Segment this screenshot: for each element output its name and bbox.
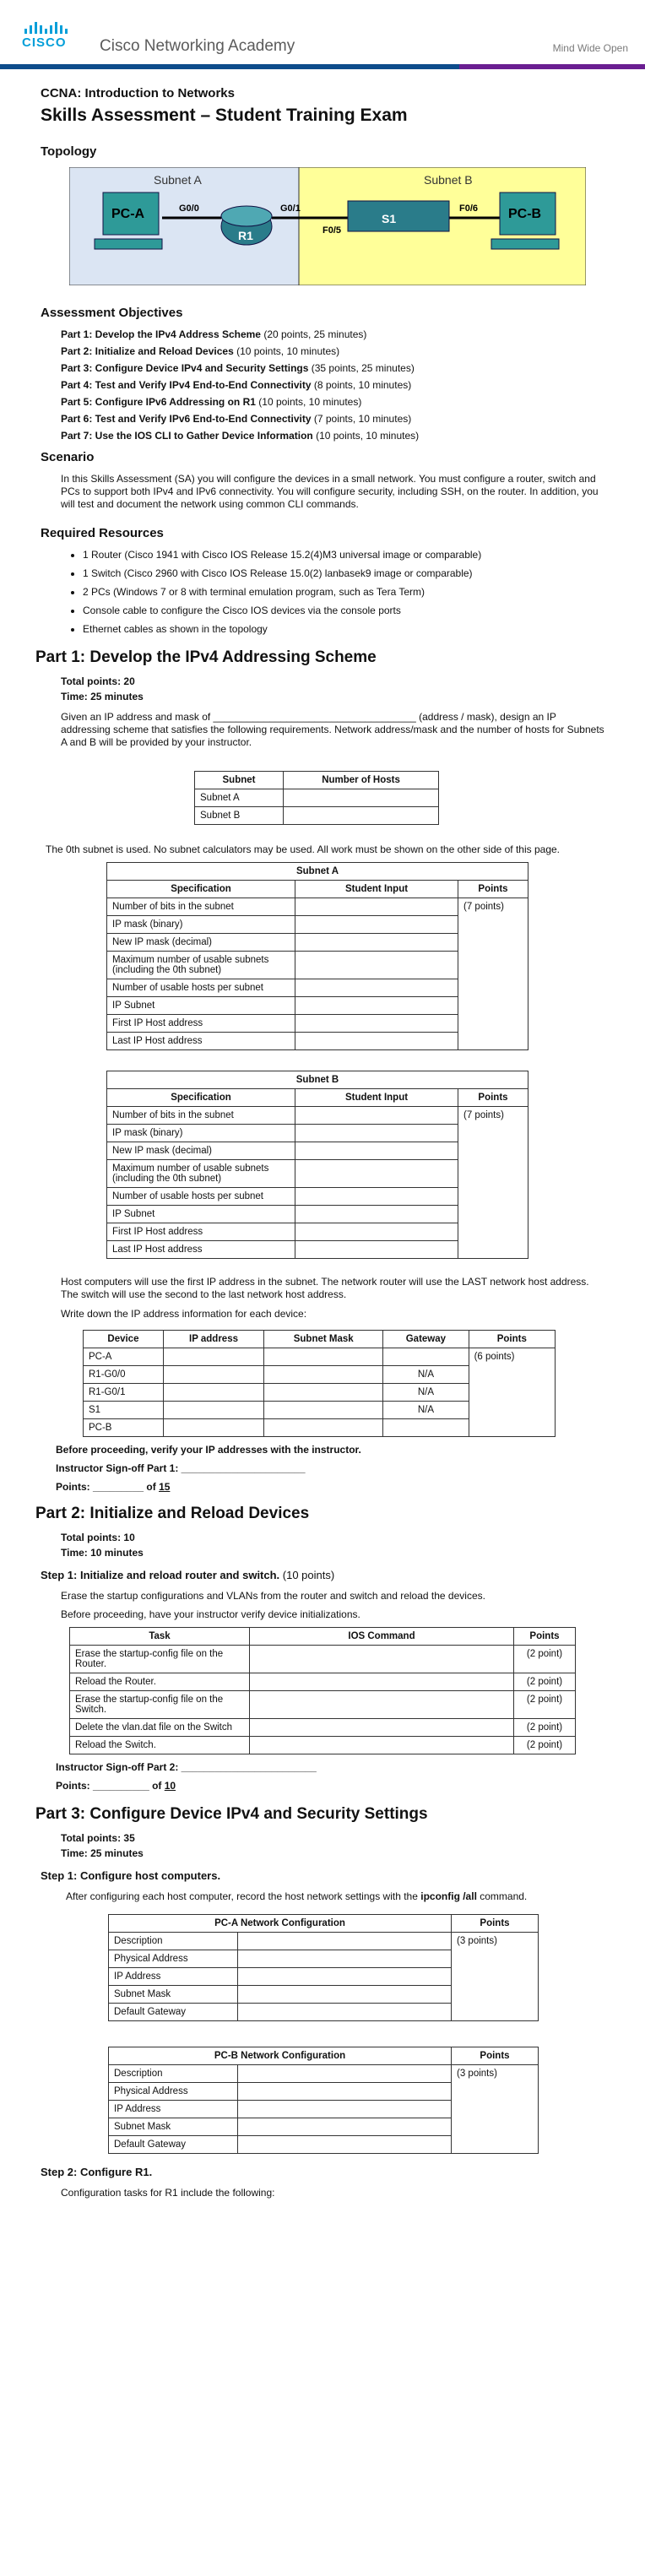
part1-time: Time: 25 minutes (61, 691, 144, 702)
resource-item: • 2 PCs (Windows 7 or 8 with terminal emulation program, such as Tera Term) (83, 586, 608, 598)
before-text: Before proceeding, have your instructor verify device initializations. (61, 1608, 360, 1620)
part2-heading: Part 2: Initialize and Reload Devices (35, 1505, 310, 1522)
task-row: Erase the startup-config file on the Switch. (2 point) (70, 1691, 576, 1719)
part1-points-label: Points: _________ of (56, 1481, 160, 1493)
part3-total: Total points: 35 (61, 1832, 135, 1844)
student-input[interactable] (295, 916, 458, 934)
mask-input[interactable] (264, 1366, 383, 1384)
subnet-a-label: Subnet A (154, 173, 202, 187)
hosts-table: Subnet Number of Hosts Subnet A Subnet B (194, 771, 439, 825)
config-input[interactable] (238, 2136, 452, 2154)
scenario-heading: Scenario (41, 450, 95, 464)
spec-row: First IP Host address (107, 1223, 528, 1241)
spec-row: New IP mask (decimal) (107, 934, 528, 952)
config-row: IP Address (109, 2101, 539, 2118)
student-input[interactable] (295, 1188, 458, 1206)
router-icon (221, 206, 272, 245)
student-input[interactable] (295, 1015, 458, 1033)
objectives-heading: Assessment Objectives (41, 306, 183, 320)
document-body: CCNA: Introduction to Networks Skills Assessment – Student Training Exam Topology Subnet A Subnet B PC-A R1 S1 PC-B G0/0 G0/1 F0/5 F0/6 Assessment Objectives Part 1: Develop the IPv4 Address Scheme (20 points, 25 minutes) Part 2: Initialize and Reload Devices (10 points, 10 minutes) Part 3: Configure Device IPv4 and Security Settings (35 points, 25 minutes) Part 4: Test and Verify IPv4 End-to-End Connectivity (8 points, 10 minutes) Part 5: Configure IPv6 Addressing on R1 (10 points, 10 minutes) Part 6: Test and Verify IPv6 End-to-End Connectivity (7 points, 10 minutes) Part 7: Use the IOS CLI to Gather Device Information (10 points, 10 minutes) Scenario In this Skills Assessment (SA) you will configure the devices in a small network. You must configure a router, switch and PCs to support both IPv4 and IPv6 connectivity. You will configure security, including SSH, on the router. In addition, you will test and document the network using common CLI commands. Required Resources • 1 Router (Cisco 1941 with Cisco IOS Release 15.2(4)M3 universal image or comparable) • 1 Switch (Cisco 2960 with Cisco IOS Release 15.0(2) lanbasek9 image or comparable) • 2 PCs (Windows 7 or 8 with terminal emulation program, such as Tera Term) • Console cable to configure the Cisco IOS devices via the console ports • Ethernet cables as shown in the topology Part 1: Develop the IPv4 Addressing Scheme Total points: 20 Time: 25 minutes Given an IP address and mask of ____________________________________ (address / mask), design an IP addressing scheme that satisfies the following requirements. Network address/mask and the number of hosts for Subnets A and B will be provided by your instructor. Subnet Number of Hosts Subnet A Subnet B The 0th subnet is used. No subnet calculators may be used. All work must be shown on the other side of this page. Subnet A Specification Student Input Points Number of bits in the subnet (7 points) IP mask (binary) New IP mask (decimal) Maximum number of usable subnets (including the 0th subnet) Number of usable hosts per subnet IP Subnet First IP Host address Last IP Host address Subnet B Specification Student Input Points Number of bits in the subnet (7 points) IP mask (binary) New IP mask (decimal) Maximum number of usable subnets (including the 0th subnet) Number of usable hosts per subnet IP Subnet First IP Host address Last IP Host address Host computers will use the first IP address in the subnet. The network router will use the LAST network host address. The switch will use the second to the last network host address. Write down the IP address information for each device: Device IP address Subnet Mask Gateway Points PC-A (6 points) R1-G0/0 N/A R1-G0/1 N/A S1 N/A PC-B Before proceeding, verify your IP addresses with the instructor. Instructor Sign-off Part 1: ______________________ Points: _________ of 15 Part 2: Initialize and Reload Devices Total points: 10 Time: 10 minutes Step 1: Initialize and reload router and switch. (10 points) Erase the startup configurations and VLANs from the router and switch and reload the devices. Before proceeding, have your instructor verify device initializations. Task IOS Command Points Erase the startup-config file on the Router. (2 point) Reload the Router. (2 point) Erase the startup-config file on the Switch. (2 point) Delete the vlan.dat file on the Switch (2 point) Reload the Switch. (2 point) Instructor Sign-off Part 2: ________________________ Points: __________ of 10 Part 3: Configure Device IPv4 and Security Settings Total points: 35 Time: 25 minutes Step 1: Configure host computers. After configuring each host computer, record the host network settings with the ipconfig /all command. PC-A Network Configuration Points Description (3 points) Physical Address IP Address Subnet Mask Default Gateway PC-B Network Configuration Points Description (3 points) Physical Address IP Address Subnet Mask Default Gateway Step 2: Configure R1. Configuration tasks for R1 include the following: (41, 86, 608, 2199)
spec-row: Number of usable hosts per subnet (107, 979, 528, 997)
ios-command-input[interactable] (250, 1673, 514, 1691)
part2-total: Total points: 10 (61, 1532, 135, 1543)
write-down-text: Write down the IP address information for each device: (61, 1308, 307, 1320)
page-title: Skills Assessment – Student Training Exam (41, 106, 408, 125)
resources-list (61, 549, 608, 635)
page-header (0, 0, 645, 69)
resource-item: • Console cable to configure the Cisco IOS devices via the console ports (83, 605, 608, 616)
config-row: Physical Address (109, 2083, 539, 2101)
config-input[interactable] (238, 1968, 452, 1986)
topology-diagram (69, 167, 586, 285)
config-input[interactable] (238, 1933, 452, 1950)
student-input[interactable] (295, 1206, 458, 1223)
ip-input[interactable] (163, 1419, 263, 1437)
student-input[interactable] (295, 1223, 458, 1241)
course-title: CCNA: Introduction to Networks (41, 86, 235, 100)
student-input[interactable] (295, 1160, 458, 1188)
tagline: Mind Wide Open (552, 42, 628, 54)
resource-item: • 1 Switch (Cisco 2960 with Cisco IOS Release 15.0(2) lanbasek9 image or comparable) (83, 567, 608, 579)
student-input[interactable] (295, 1107, 458, 1125)
config-row: Description (3 points) (109, 2065, 539, 2083)
spec-row: Number of bits in the subnet (7 points) (107, 1107, 528, 1125)
mask-input[interactable] (264, 1384, 383, 1402)
student-input[interactable] (295, 997, 458, 1015)
spec-row: New IP mask (decimal) (107, 1142, 528, 1160)
ios-command-input[interactable] (250, 1719, 514, 1737)
pc-b-config-table: PC-B Network Configuration Points Description (3 points) Physical Address IP Address Subnet Mask Default Gateway (108, 2047, 539, 2154)
part2-step1: Step 1: Initialize and reload router and switch. (41, 1569, 280, 1581)
objective-item: Part 7: Use the IOS CLI to Gather Device Information (10 points, 10 minutes) (61, 430, 420, 442)
ios-command-input[interactable] (250, 1691, 514, 1719)
objective-item: Part 1: Develop the IPv4 Address Scheme (20 points, 25 minutes) (61, 328, 367, 340)
part3-heading: Part 3: Configure Device IPv4 and Security Settings (35, 1805, 428, 1823)
ip-input[interactable] (163, 1384, 263, 1402)
config-row: Default Gateway (109, 2004, 539, 2021)
hosts-b-input[interactable] (284, 807, 439, 825)
config-input[interactable] (238, 1950, 452, 1968)
student-input[interactable] (295, 1033, 458, 1050)
mask-input[interactable] (264, 1348, 383, 1366)
header-bar (0, 64, 645, 69)
spec-row: Last IP Host address (107, 1033, 528, 1050)
spec-row: Number of usable hosts per subnet (107, 1188, 528, 1206)
part1-heading: Part 1: Develop the IPv4 Addressing Scheme (35, 648, 377, 666)
spec-row: Maximum number of usable subnets (including the 0th subnet) (107, 1160, 528, 1188)
device-row: PC-B (84, 1419, 556, 1437)
router-label: R1 (238, 229, 253, 242)
device-row: R1-G0/0 N/A (84, 1366, 556, 1384)
objective-item: Part 6: Test and Verify IPv6 End-to-End Connectivity (7 points, 10 minutes) (61, 413, 412, 425)
objective-item: Part 2: Initialize and Reload Devices (10 points, 10 minutes) (61, 345, 340, 357)
device-ip-table: Device IP address Subnet Mask Gateway Points PC-A (6 points) R1-G0/0 N/A R1-G0/1 N/A S1 N/A PC-B (83, 1330, 556, 1437)
ip-input[interactable] (163, 1402, 263, 1419)
switch-icon (348, 201, 449, 231)
ipconfig-command: ipconfig /all (420, 1890, 477, 1902)
g01-label: G0/1 (280, 203, 301, 214)
config-input[interactable] (238, 2083, 452, 2101)
config-row: Subnet Mask (109, 2118, 539, 2136)
config-row: Default Gateway (109, 2136, 539, 2154)
ip-input[interactable] (163, 1366, 263, 1384)
config-input[interactable] (238, 1986, 452, 2004)
erase-text: Erase the startup configurations and VLANs from the router and switch and reload the devices. (61, 1590, 485, 1602)
student-input[interactable] (295, 934, 458, 952)
config-row: Subnet Mask (109, 1986, 539, 2004)
student-input[interactable] (295, 1125, 458, 1142)
part2-points-total: 10 (164, 1780, 176, 1792)
part1-points-total: 15 (159, 1481, 171, 1493)
subnet-a-table: Subnet A Specification Student Input Points Number of bits in the subnet (7 points) IP mask (binary) New IP mask (decimal) Maximum number of usable subnets (including the 0th subnet) Number of usable hosts per subnet IP Subnet First IP Host address Last IP Host address (106, 862, 528, 1050)
g00-label: G0/0 (179, 203, 199, 214)
pc-b-label: PC-B (508, 207, 542, 221)
task-row: Reload the Switch. (2 point) (70, 1737, 576, 1754)
subnet-b-table: Subnet B Specification Student Input Points Number of bits in the subnet (7 points) IP mask (binary) New IP mask (decimal) Maximum number of usable subnets (including the 0th subnet) Number of usable hosts per subnet IP Subnet First IP Host address Last IP Host address (106, 1071, 528, 1259)
part3-time: Time: 25 minutes (61, 1847, 144, 1859)
spec-row: IP Subnet (107, 997, 528, 1015)
pc-a-label: PC-A (111, 207, 145, 221)
part2-time: Time: 10 minutes (61, 1547, 144, 1559)
part1-total: Total points: 20 (61, 675, 135, 687)
config-input[interactable] (238, 2118, 452, 2136)
config-input[interactable] (238, 2004, 452, 2021)
student-input[interactable] (295, 1142, 458, 1160)
topology-heading: Topology (41, 144, 97, 159)
config-row: Physical Address (109, 1950, 539, 1968)
spec-row: Number of bits in the subnet (7 points) (107, 898, 528, 916)
part2-signoff[interactable]: Instructor Sign-off Part 2: ________________________ (56, 1761, 317, 1773)
task-row: Erase the startup-config file on the Router. (2 point) (70, 1646, 576, 1673)
config-input[interactable] (238, 2101, 452, 2118)
config-tasks-text: Configuration tasks for R1 include the following: (61, 2187, 275, 2199)
config-row: IP Address (109, 1968, 539, 1986)
resource-item: • Ethernet cables as shown in the topology (83, 623, 608, 635)
config-row: Description (3 points) (109, 1933, 539, 1950)
device-row: PC-A (6 points) (84, 1348, 556, 1366)
task-row: Reload the Router. (2 point) (70, 1673, 576, 1691)
task-table: Task IOS Command Points Erase the startup-config file on the Router. (2 point) Reload the Router. (2 point) Erase the startup-config file on the Switch. (2 point) Delete the vlan.dat file on the Switch (2 point) Reload the Switch. (2 point) (69, 1627, 576, 1754)
student-input[interactable] (295, 898, 458, 916)
spec-row: Maximum number of usable subnets (including the 0th subnet) (107, 952, 528, 979)
resource-item: • 1 Router (Cisco 1941 with Cisco IOS Release 15.2(4)M3 universal image or comparable) (83, 549, 608, 561)
objective-item: Part 4: Test and Verify IPv4 End-to-End Connectivity (8 points, 10 minutes) (61, 379, 412, 391)
cisco-logo (22, 20, 68, 50)
spec-row: First IP Host address (107, 1015, 528, 1033)
brand-text: CISCO (22, 35, 67, 50)
scenario-text: In this Skills Assessment (SA) you will configure the devices in a small network. You must configure a router, switch and PCs to support both IPv4 and IPv6 connectivity. You will configure security, including SSH, on the router. In addition, you will test and document the network using common CLI commands. (61, 473, 599, 510)
hosts-a-input[interactable] (284, 789, 439, 807)
cisco-bars-icon (24, 20, 68, 34)
objectives-list (61, 328, 608, 442)
spec-row: IP mask (binary) (107, 916, 528, 934)
device-row: S1 N/A (84, 1402, 556, 1419)
mask-input[interactable] (264, 1402, 383, 1419)
pc-a-config-table: PC-A Network Configuration Points Description (3 points) Physical Address IP Address Subnet Mask Default Gateway (108, 1914, 539, 2021)
part1-intro: Given an IP address and mask of ____________________________________ (address / mask), design an IP addressing scheme that satisfies the following requirements. Network address/mask and the number of hosts for Subnets A and B will be provided by your instructor. (61, 711, 604, 748)
task-row: Delete the vlan.dat file on the Switch (2 point) (70, 1719, 576, 1737)
zero-subnet-note: The 0th subnet is used. No subnet calculators may be used. All work must be shown on the other side of this page. (46, 843, 561, 855)
spec-row: IP Subnet (107, 1206, 528, 1223)
student-input[interactable] (295, 1241, 458, 1259)
part1-verify: Before proceeding, verify your IP addresses with the instructor. (56, 1444, 361, 1456)
f06-label: F0/6 (459, 203, 479, 214)
student-input[interactable] (295, 979, 458, 997)
pc-b-icon (491, 193, 559, 249)
part3-step2: Step 2: Configure R1. (41, 2166, 153, 2178)
device-row: R1-G0/1 N/A (84, 1384, 556, 1402)
part3-step1: Step 1: Configure host computers. (41, 1869, 221, 1882)
switch-label: S1 (382, 212, 397, 225)
ip-input[interactable] (163, 1348, 263, 1366)
academy-title: Cisco Networking Academy (100, 37, 295, 55)
f05-label: F0/5 (322, 225, 342, 236)
resources-heading: Required Resources (41, 526, 164, 540)
objective-item: Part 3: Configure Device IPv4 and Security Settings (35 points, 25 minutes) (61, 362, 415, 374)
ios-command-input[interactable] (250, 1737, 514, 1754)
mask-input[interactable] (264, 1419, 383, 1437)
pc-a-icon (95, 193, 162, 249)
subnet-b-label: Subnet B (424, 173, 473, 187)
ios-command-input[interactable] (250, 1646, 514, 1673)
config-input[interactable] (238, 2065, 452, 2083)
spec-row: Last IP Host address (107, 1241, 528, 1259)
student-input[interactable] (295, 952, 458, 979)
spec-row: IP mask (binary) (107, 1125, 528, 1142)
host-rule-text: Host computers will use the first IP address in the subnet. The network router will use the LAST network host address. The switch will use the second to the last network host address. (61, 1276, 589, 1300)
part1-signoff[interactable]: Instructor Sign-off Part 1: ______________________ (56, 1462, 306, 1474)
objective-item: Part 5: Configure IPv6 Addressing on R1 (10 points, 10 minutes) (61, 396, 362, 408)
part2-points-label: Points: __________ of (56, 1780, 165, 1792)
